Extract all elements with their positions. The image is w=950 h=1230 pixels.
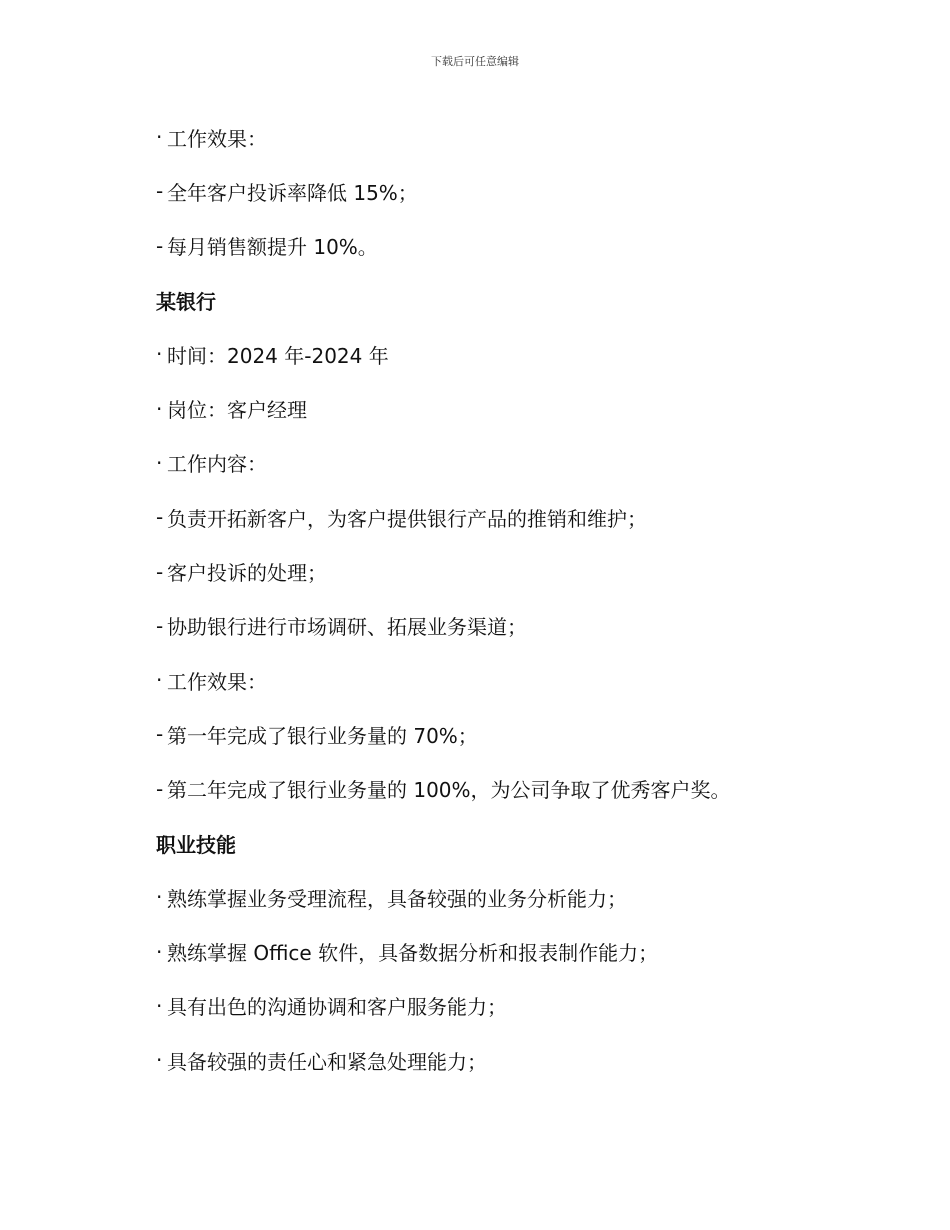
line-text: 熟练掌握业务受理流程，具备较强的业务分析能力； bbox=[167, 886, 627, 911]
line-marker: - bbox=[156, 233, 164, 258]
line-marker: - bbox=[156, 505, 164, 530]
line-text: 具有出色的沟通协调和客户服务能力； bbox=[167, 995, 507, 1020]
line-text: 负责开拓新客户，为客户提供银行产品的推销和维护； bbox=[167, 506, 647, 531]
line-text: 时间：2024 年-2024 年 bbox=[167, 343, 389, 368]
text-line bbox=[156, 219, 876, 273]
line-text: 第二年完成了银行业务量的 100%，为公司争取了优秀客户奖。 bbox=[167, 778, 731, 803]
line-marker: - bbox=[156, 613, 164, 638]
line-text: 熟练掌握 Office 软件，具备数据分析和报表制作能力； bbox=[167, 941, 659, 966]
heading-text: 职业技能 bbox=[156, 832, 236, 857]
line-text: 岗位：客户经理 bbox=[167, 398, 307, 423]
line-marker: · bbox=[156, 939, 163, 964]
text-line bbox=[156, 979, 876, 1033]
line-text: 工作内容： bbox=[167, 452, 267, 477]
line-marker: - bbox=[156, 722, 164, 747]
line-text: 每月销售额提升 10%。 bbox=[167, 235, 378, 260]
line-marker: · bbox=[156, 668, 163, 693]
line-text: 全年客户投诉率降低 15%； bbox=[167, 180, 418, 205]
line-marker: · bbox=[156, 396, 163, 421]
text-line bbox=[156, 327, 876, 381]
text-line bbox=[156, 924, 876, 978]
page-header: 下载后可任意编辑 bbox=[431, 55, 519, 68]
section-heading bbox=[156, 273, 876, 327]
text-line bbox=[156, 599, 876, 653]
line-marker: · bbox=[156, 1048, 163, 1073]
line-marker: · bbox=[156, 450, 163, 475]
text-line bbox=[156, 164, 876, 218]
document-body bbox=[156, 110, 876, 1087]
line-marker: - bbox=[156, 776, 164, 801]
heading-text: 某银行 bbox=[156, 289, 216, 314]
line-marker: - bbox=[156, 179, 164, 204]
line-text: 工作效果： bbox=[167, 669, 267, 694]
text-line bbox=[156, 436, 876, 490]
text-line bbox=[156, 707, 876, 761]
line-marker: · bbox=[156, 342, 163, 367]
line-text: 协助银行进行市场调研、拓展业务渠道； bbox=[167, 615, 527, 640]
section-heading bbox=[156, 816, 876, 870]
line-text: 第一年完成了银行业务量的 70%； bbox=[167, 723, 478, 748]
line-text: 客户投诉的处理； bbox=[167, 561, 327, 586]
line-marker: · bbox=[156, 993, 163, 1018]
text-line bbox=[156, 110, 876, 164]
text-line bbox=[156, 1033, 876, 1087]
text-line bbox=[156, 490, 876, 544]
line-text: 具备较强的责任心和紧急处理能力； bbox=[167, 1049, 487, 1074]
text-line bbox=[156, 870, 876, 924]
line-marker: - bbox=[156, 559, 164, 584]
text-line bbox=[156, 762, 876, 816]
text-line bbox=[156, 544, 876, 598]
text-line bbox=[156, 653, 876, 707]
line-text: 工作效果： bbox=[167, 126, 267, 151]
line-marker: · bbox=[156, 885, 163, 910]
text-line bbox=[156, 381, 876, 435]
line-marker: · bbox=[156, 125, 163, 150]
